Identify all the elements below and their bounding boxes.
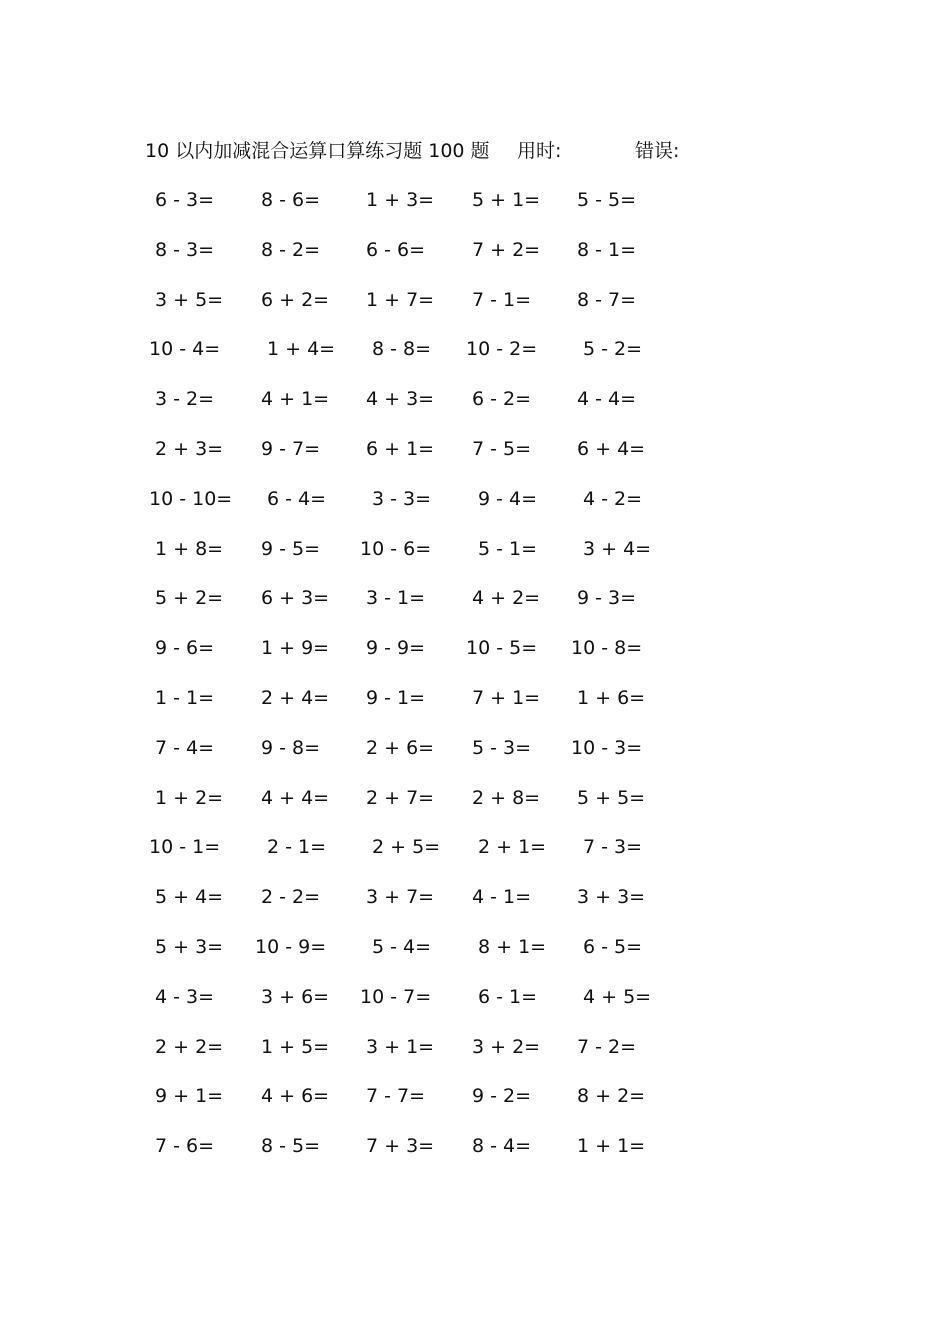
math-problem: 2 + 7= (366, 786, 435, 809)
problem-row (0, 434, 950, 484)
math-problem: 7 - 2= (577, 1035, 637, 1058)
math-problem: 4 + 2= (472, 587, 541, 610)
math-problem: 9 - 7= (261, 437, 321, 460)
math-problem: 2 + 1= (478, 836, 547, 859)
math-problem: 2 - 2= (261, 886, 321, 909)
problem-row (0, 484, 950, 534)
math-problem: 9 - 8= (261, 736, 321, 759)
problem-row (0, 882, 950, 932)
math-problem: 9 - 2= (472, 1085, 532, 1108)
math-problem: 7 - 4= (155, 736, 215, 759)
math-problem: 6 + 1= (366, 437, 435, 460)
math-problem: 5 - 2= (583, 338, 643, 361)
problem-row (0, 982, 950, 1032)
math-problem: 3 - 2= (155, 388, 215, 411)
worksheet-title: 10 以内加减混合运算口算练习题 100 题 (145, 140, 490, 162)
math-problem: 4 + 4= (261, 786, 330, 809)
math-problem: 6 - 4= (267, 487, 327, 510)
problem-row (0, 1081, 950, 1131)
math-problem: 10 - 5= (466, 637, 538, 660)
math-problem: 2 + 4= (261, 686, 330, 709)
problem-row (0, 185, 950, 235)
math-problem: 8 - 6= (261, 189, 321, 211)
math-problem: 8 - 8= (372, 338, 432, 361)
math-problem: 1 + 5= (261, 1035, 330, 1058)
math-problem: 8 + 1= (478, 935, 547, 958)
math-problem: 7 - 5= (472, 437, 532, 460)
math-problem: 10 - 4= (149, 338, 221, 361)
math-problem: 9 + 1= (155, 1085, 224, 1108)
math-problem: 1 + 8= (155, 537, 224, 560)
math-problem: 8 - 3= (155, 238, 215, 261)
math-problem: 3 + 2= (472, 1035, 541, 1058)
problem-row (0, 783, 950, 833)
math-problem: 8 - 2= (261, 238, 321, 261)
math-problem: 3 + 1= (366, 1035, 435, 1058)
math-problem: 8 - 5= (261, 1135, 321, 1158)
math-problem: 7 - 3= (583, 836, 643, 859)
math-problem: 4 - 4= (577, 388, 637, 411)
math-problem: 5 + 5= (577, 786, 646, 809)
problem-row (0, 633, 950, 683)
math-problem: 1 + 9= (261, 637, 330, 660)
math-problem: 4 + 1= (261, 388, 330, 411)
math-problem: 10 - 10= (149, 487, 233, 510)
math-problem: 10 - 3= (571, 736, 643, 759)
math-problem: 6 - 2= (472, 388, 532, 411)
math-problem: 6 - 3= (155, 189, 215, 211)
math-problem: 9 - 5= (261, 537, 321, 560)
math-problem: 10 - 8= (571, 637, 643, 660)
math-problem: 4 - 1= (472, 886, 532, 909)
math-problem: 3 - 3= (372, 487, 432, 510)
problem-row (0, 932, 950, 982)
math-problem: 2 - 1= (267, 836, 327, 859)
math-problem: 2 + 5= (372, 836, 441, 859)
math-problem: 8 - 7= (577, 288, 637, 311)
math-problem: 2 + 2= (155, 1035, 224, 1058)
math-problem: 9 - 1= (366, 686, 426, 709)
math-problem: 1 + 3= (366, 189, 435, 211)
problem-row (0, 1032, 950, 1082)
problem-row (0, 334, 950, 384)
math-problem: 3 + 7= (366, 886, 435, 909)
math-problem: 1 + 2= (155, 786, 224, 809)
problem-row (0, 733, 950, 783)
math-problem: 10 - 1= (149, 836, 221, 859)
math-problem: 6 + 4= (577, 437, 646, 460)
problem-row (0, 534, 950, 584)
math-problem: 9 - 4= (478, 487, 538, 510)
math-problem: 1 - 1= (155, 686, 215, 709)
math-problem: 4 + 6= (261, 1085, 330, 1108)
math-problem: 2 + 3= (155, 437, 224, 460)
math-problem: 3 - 1= (366, 587, 426, 610)
math-problem: 5 - 3= (472, 736, 532, 759)
errors-label: 错误: (635, 140, 680, 162)
math-problem: 7 - 7= (366, 1085, 426, 1108)
problem-row (0, 583, 950, 633)
math-problem: 5 + 1= (472, 189, 541, 211)
math-problem: 3 + 3= (577, 886, 646, 909)
math-problem: 6 - 5= (583, 935, 643, 958)
math-problem: 4 - 3= (155, 985, 215, 1008)
problem-row (0, 683, 950, 733)
math-problem: 5 + 4= (155, 886, 224, 909)
math-problem: 9 - 3= (577, 587, 637, 610)
math-problem: 5 - 4= (372, 935, 432, 958)
time-used-label: 用时: (517, 140, 562, 162)
math-problem: 9 - 9= (366, 637, 426, 660)
math-problem: 5 - 1= (478, 537, 538, 560)
math-problem: 2 + 8= (472, 786, 541, 809)
problem-row (0, 235, 950, 285)
math-problem: 6 + 3= (261, 587, 330, 610)
math-problem: 5 + 3= (155, 935, 224, 958)
math-problem: 10 - 9= (255, 935, 327, 958)
math-problem: 9 - 6= (155, 637, 215, 660)
math-problem: 5 + 2= (155, 587, 224, 610)
math-problem: 6 - 1= (478, 985, 538, 1008)
math-problem: 8 + 2= (577, 1085, 646, 1108)
math-problem: 1 + 7= (366, 288, 435, 311)
math-problem: 1 + 6= (577, 686, 646, 709)
math-problem: 7 - 6= (155, 1135, 215, 1158)
math-problem: 3 + 5= (155, 288, 224, 311)
math-problem: 6 - 6= (366, 238, 426, 261)
math-problem: 7 + 1= (472, 686, 541, 709)
math-problem: 7 + 3= (366, 1135, 435, 1158)
problem-row (0, 832, 950, 882)
math-problem: 3 + 6= (261, 985, 330, 1008)
problem-row (0, 285, 950, 335)
math-problem: 10 - 7= (360, 985, 432, 1008)
math-problem: 3 + 4= (583, 537, 652, 560)
math-problem: 4 + 5= (583, 985, 652, 1008)
math-problem: 2 + 6= (366, 736, 435, 759)
problem-grid (0, 185, 950, 1181)
math-problem: 10 - 6= (360, 537, 432, 560)
math-problem: 7 + 2= (472, 238, 541, 261)
math-problem: 5 - 5= (577, 189, 637, 211)
math-problem: 4 + 3= (366, 388, 435, 411)
math-problem: 4 - 2= (583, 487, 643, 510)
math-problem: 10 - 2= (466, 338, 538, 361)
math-problem: 1 + 1= (577, 1135, 646, 1158)
problem-row (0, 384, 950, 434)
math-problem: 7 - 1= (472, 288, 532, 311)
math-problem: 8 - 4= (472, 1135, 532, 1158)
math-problem: 6 + 2= (261, 288, 330, 311)
problem-row (0, 1131, 950, 1181)
math-problem: 1 + 4= (267, 338, 336, 361)
math-problem: 8 - 1= (577, 238, 637, 261)
